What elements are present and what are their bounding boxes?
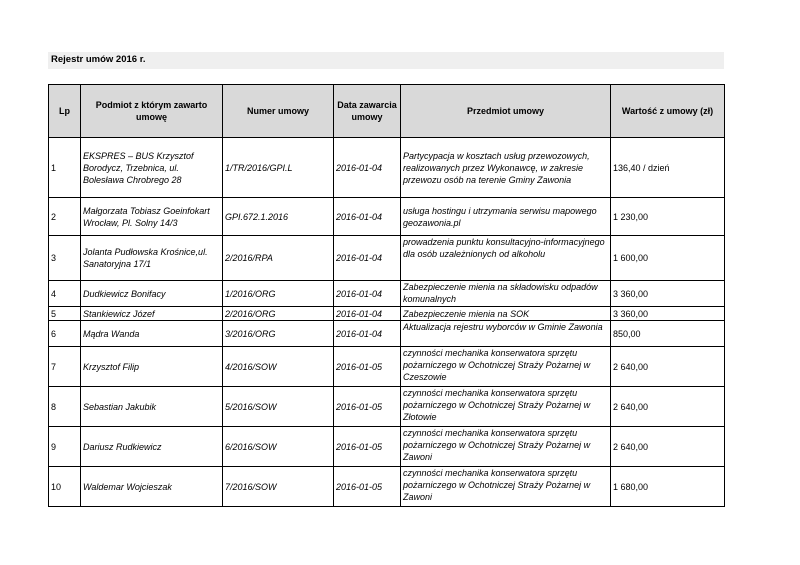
cell-przedmiot: czynności mechanika konserwatora sprzętu pożarniczego w Ochotniczej Straży Pożarnej w Czeszowie [401, 347, 611, 387]
cell-data: 2016-01-05 [334, 427, 401, 467]
cell-numer: 1/TR/2016/GPI.L [223, 138, 334, 198]
cell-przedmiot: Zabezpieczenie mienia na składowisku odpadów komunalnych [401, 281, 611, 307]
cell-lp: 2 [49, 198, 81, 236]
cell-lp: 9 [49, 427, 81, 467]
cell-wartosc: 2 640,00 [611, 347, 725, 387]
cell-podmiot: Sebastian Jakubik [81, 387, 223, 427]
table-row [49, 307, 725, 321]
table-row [49, 138, 725, 198]
header-lp: Lp [49, 85, 81, 138]
cell-data: 2016-01-05 [334, 347, 401, 387]
cell-numer: 2/2016/ORG [223, 307, 334, 321]
cell-numer: 3/2016/ORG [223, 321, 334, 347]
cell-podmiot: Małgorzata Tobiasz Goeinfokart Wrocław, Pl. Solny 14/3 [81, 198, 223, 236]
cell-podmiot: Dariusz Rudkiewicz [81, 427, 223, 467]
cell-numer: 7/2016/SOW [223, 467, 334, 507]
header-data: Data zawarcia umowy [334, 85, 401, 138]
cell-przedmiot: czynności mechanika konserwatora sprzętu pożarniczego w Ochotniczej Straży Pożarnej w Zawoni [401, 427, 611, 467]
cell-przedmiot: czynności mechanika konserwatora sprzętu pożarniczego w Ochotniczej Straży Pożarnej w Złotowie [401, 387, 611, 427]
cell-wartosc: 850,00 [611, 321, 725, 347]
table-row [49, 198, 725, 236]
cell-numer: 5/2016/SOW [223, 387, 334, 427]
cell-wartosc: 1 600,00 [611, 236, 725, 281]
table-row [49, 427, 725, 467]
cell-podmiot: Krzysztof Filip [81, 347, 223, 387]
cell-data: 2016-01-05 [334, 387, 401, 427]
cell-lp: 10 [49, 467, 81, 507]
cell-wartosc: 1 230,00 [611, 198, 725, 236]
cell-wartosc: 3 360,00 [611, 307, 725, 321]
header-podmiot: Podmiot z którym zawarto umowę [81, 85, 223, 138]
cell-wartosc: 136,40 / dzień [611, 138, 725, 198]
table-header-row [49, 85, 725, 138]
cell-numer: 1/2016/ORG [223, 281, 334, 307]
cell-data: 2016-01-04 [334, 321, 401, 347]
cell-data: 2016-01-04 [334, 236, 401, 281]
cell-podmiot: EKSPRES – BUS Krzysztof Borodycz, Trzebnica, ul. Bolesława Chrobrego 28 [81, 138, 223, 198]
table-row [49, 347, 725, 387]
cell-przedmiot: usługa hostingu i utrzymania serwisu mapowego geozawonia.pl [401, 198, 611, 236]
cell-podmiot: Waldemar Wojcieszak [81, 467, 223, 507]
cell-data: 2016-01-04 [334, 307, 401, 321]
table-row [49, 387, 725, 427]
cell-wartosc: 3 360,00 [611, 281, 725, 307]
cell-wartosc: 1 680,00 [611, 467, 725, 507]
cell-przedmiot: czynności mechanika konserwatora sprzętu pożarniczego w Ochotniczej Straży Pożarnej w Zawoni [401, 467, 611, 507]
cell-numer: 4/2016/SOW [223, 347, 334, 387]
cell-przedmiot: Zabezpieczenie mienia na SOK [401, 307, 611, 321]
cell-numer: 6/2016/SOW [223, 427, 334, 467]
table-row [49, 467, 725, 507]
title-bar [48, 52, 724, 69]
cell-lp: 6 [49, 321, 81, 347]
cell-lp: 4 [49, 281, 81, 307]
cell-lp: 3 [49, 236, 81, 281]
cell-lp: 1 [49, 138, 81, 198]
table-row [49, 236, 725, 281]
cell-przedmiot: prowadzenia punktu konsultacyjno-informacyjnego dla osób uzależnionych od alkoholu [401, 236, 611, 281]
cell-numer: GPI.672.1.2016 [223, 198, 334, 236]
table-row [49, 321, 725, 347]
cell-wartosc: 2 640,00 [611, 427, 725, 467]
cell-lp: 7 [49, 347, 81, 387]
cell-data: 2016-01-04 [334, 198, 401, 236]
cell-podmiot: Jolanta Pudłowska Krośnice,ul. Sanatoryjna 17/1 [81, 236, 223, 281]
cell-podmiot: Stankiewicz Józef [81, 307, 223, 321]
header-numer: Numer umowy [223, 85, 334, 138]
cell-lp: 8 [49, 387, 81, 427]
cell-data: 2016-01-04 [334, 281, 401, 307]
cell-przedmiot: Aktualizacja rejestru wyborców w Gminie Zawonia [401, 321, 611, 347]
cell-przedmiot: Partycypacja w kosztach usług przewozowych, realizowanych przez Wykonawcę, w zakresie przewozu osób na terenie Gminy Zawonia [401, 138, 611, 198]
cell-podmiot: Dudkiewicz Bonifacy [81, 281, 223, 307]
contracts-table [48, 84, 725, 507]
cell-data: 2016-01-05 [334, 467, 401, 507]
cell-lp: 5 [49, 307, 81, 321]
header-przedmiot: Przedmiot umowy [401, 85, 611, 138]
header-wartosc: Wartość z umowy (zł) [611, 85, 725, 138]
cell-numer: 2/2016/RPA [223, 236, 334, 281]
cell-data: 2016-01-04 [334, 138, 401, 198]
register-title: Rejestr umów 2016 r. [51, 54, 146, 65]
table-row [49, 281, 725, 307]
cell-podmiot: Mądra Wanda [81, 321, 223, 347]
cell-wartosc: 2 640,00 [611, 387, 725, 427]
